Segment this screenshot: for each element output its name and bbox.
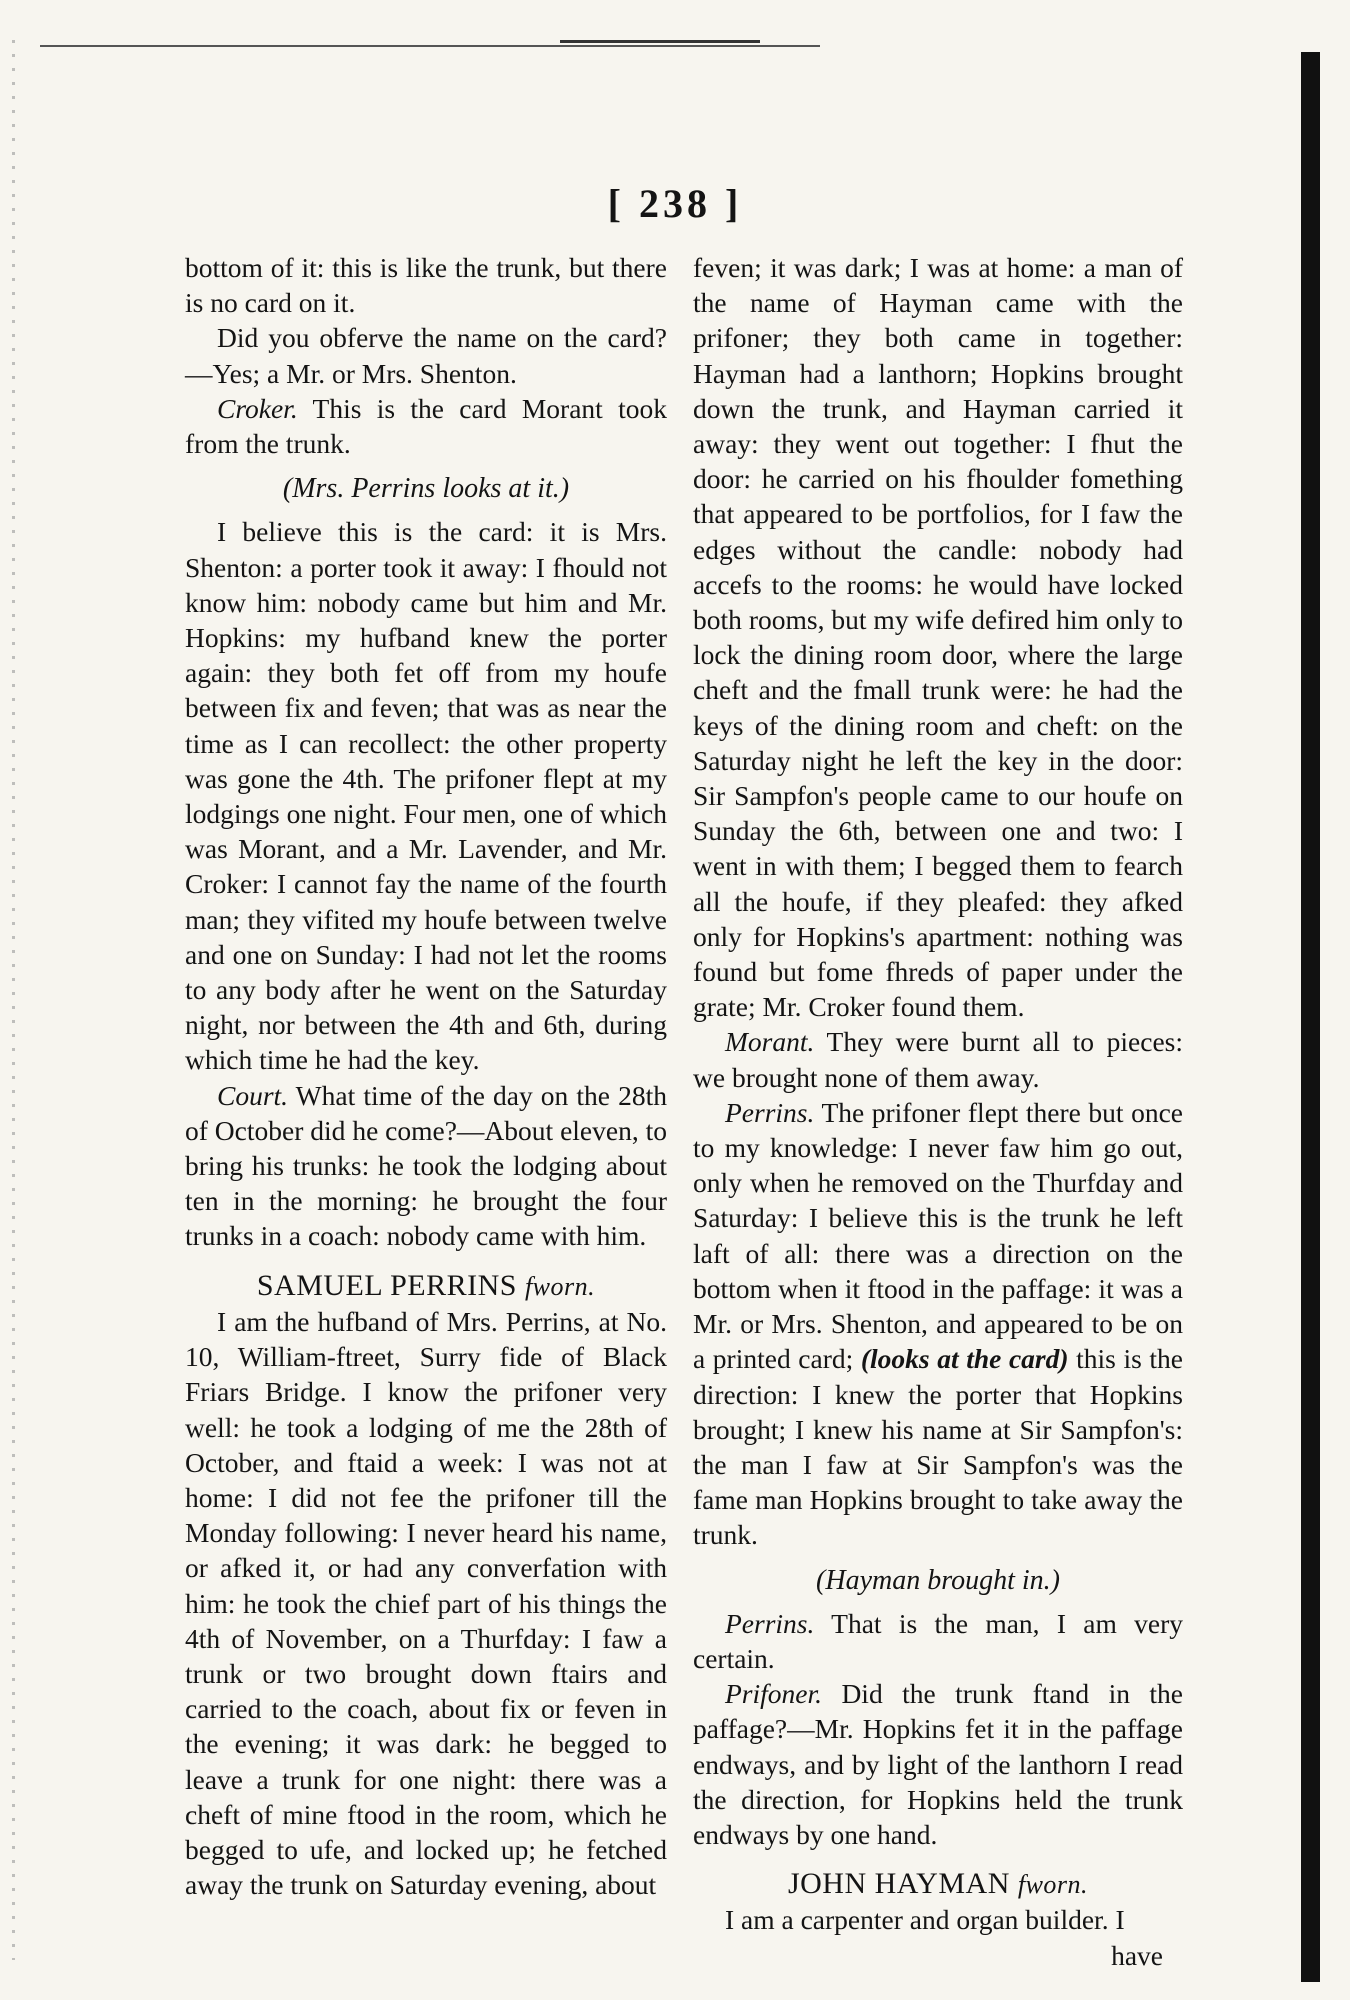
paragraph: I am a carpenter and organ builder. I — [725, 1904, 1125, 1936]
page-edge-mark — [560, 40, 760, 43]
speaker-paragraph — [693, 1606, 1183, 1676]
paragraph: feven; it was dark; I was at home: a man of the name of Hayman came with the prifoner; they both came in together: Hayman had a lanthorn; Hopkins brought down the trunk, and Hayman carried it away: they went out together: I fhut the door: he carried on his fhoulder fomething that appeared to be portfolios, for I faw the edges without the candle: nobody had accefs to the rooms: he would have locked both rooms, but my wife defired him only to lock the dining room door, where the large cheft and the fmall trunk were: he had the keys of the dining room and cheft: on the Saturday night he left the key in the door: Sir Sampfon's people came to our houfe on Sunday the 6th, between one and two: I went in with them; I begged them to fearch all the houfe, if they pleafed: they afked only for Hopkins's apartment: nothing was found but fome fhreds of paper under the grate; Mr. Croker found them. — [693, 252, 1183, 1023]
speech-text: This is the card Morant took from the trunk. — [185, 392, 667, 460]
page-edge-line — [40, 45, 820, 47]
speaker-name: Croker. — [217, 392, 298, 424]
speaker-name: Court. — [217, 1079, 289, 1111]
paragraph: I am the hufband of Mrs. Perrins, at No. 10, William-ftreet, Surry fide of Black Friars Bridge. I know the prifoner very well: he took a lodging of me the 28th of October, and ftaid a week: I was not at home: I did not fee the prifoner till the Monday following: I never heard his name, or afked it, or had any converfation with him: he took the chief part of his things the 4th of November, on a Thurfday: I faw a trunk or two brought down ftairs and carried to the coach, about fix or feven in the evening; it was dark: he begged to leave a trunk for one night: there was a cheft of mine ftood in the room, which he begged to ufe, and locked up; he fetched away the trunk on Saturday evening, about — [185, 1305, 667, 1901]
witness-name: JOHN HAYMAN — [787, 1867, 1010, 1901]
witness-name: SAMUEL PERRINS — [256, 1268, 517, 1302]
page-number: [ 238 ] — [607, 181, 743, 226]
catchword: have — [1111, 1939, 1163, 1971]
paragraph: Did you obferve the name on the card?—Yes; a Mr. or Mrs. Shenton. — [185, 322, 667, 389]
scan-right-edge — [1301, 52, 1320, 1982]
stage-direction: (Mrs. Perrins looks at it.) — [282, 473, 570, 505]
speech-text: The prifoner flept there but once to my knowledge: I never faw him go out, only when he removed on the Thurfday and Saturday: I believe this is the trunk he left laft of all: there was a direction on the bottom when it ftood in the paffage: it was a Mr. or Mrs. Shenton, and appeared to be on a printed card; — [693, 1096, 1183, 1375]
speaker-name: Prifoner. — [725, 1678, 823, 1710]
scan-left-edge — [12, 40, 15, 1960]
speech-text: Did the trunk ftand in the paffage?—Mr. Hopkins fet it in the paffage endways, and by light of the lanthorn I read the direction, for Hopkins held the trunk endways by one hand. — [693, 1678, 1183, 1850]
speech-text: That is the man, I am very certain. — [693, 1607, 1183, 1674]
speaker-paragraph — [185, 391, 667, 461]
witness-heading — [185, 1268, 667, 1304]
speaker-paragraph — [693, 1676, 1183, 1852]
aside-direction: (looks at the card) — [860, 1343, 1069, 1375]
paragraph: bottom of it: this is like the trunk, but there is no card on it. — [185, 252, 667, 319]
paragraph: I believe this is the card: it is Mrs. Shenton: a porter took it away: I fhould not know him: nobody came but him and Mr. Hopkins: my hufband knew the porter again: they both fet off from my houfe between fix and feven; that was as near the time as I can recollect: the other property was gone the 4th. The prifoner flept at my lodgings one night. Four men, one of which was Morant, and a Mr. Lavender, and Mr. Croker: I cannot fay the name of the fourth man; they vifited my houfe between twelve and one on Sunday: I had not let the rooms to any body after he went on the Saturday night, nor between the 4th and 6th, during which time he had the key. — [185, 516, 667, 1076]
speaker-paragraph — [693, 1024, 1183, 1094]
stage-direction: (Hayman brought in.) — [816, 1564, 1060, 1596]
speaker-paragraph — [693, 1095, 1183, 1553]
right-column — [693, 250, 1183, 1973]
speech-text: What time of the day on the 28th of October did he come?—About eleven, to bring his trunks: he took the lodging about ten in the morning: he brought the four trunks in a coach: nobody came with him. — [185, 1079, 667, 1252]
speaker-paragraph — [185, 1078, 667, 1254]
sworn-label: fworn. — [1017, 1870, 1089, 1900]
speaker-name: Perrins. — [725, 1607, 815, 1639]
witness-heading — [693, 1866, 1183, 1902]
sworn-label: fworn. — [524, 1271, 596, 1301]
speaker-name: Morant. — [725, 1026, 815, 1058]
speaker-name: Perrins. — [725, 1096, 815, 1128]
left-column — [185, 250, 667, 1902]
speech-text: this is the direction: I knew the porter that Hopkins brought; I knew his name at Sir Sampfon's: the man I faw at Sir Sampfon's was the fame man Hopkins brought to take away the trunk. — [693, 1343, 1184, 1551]
speech-text: They were burnt all to pieces: we brought none of them away. — [693, 1026, 1183, 1093]
